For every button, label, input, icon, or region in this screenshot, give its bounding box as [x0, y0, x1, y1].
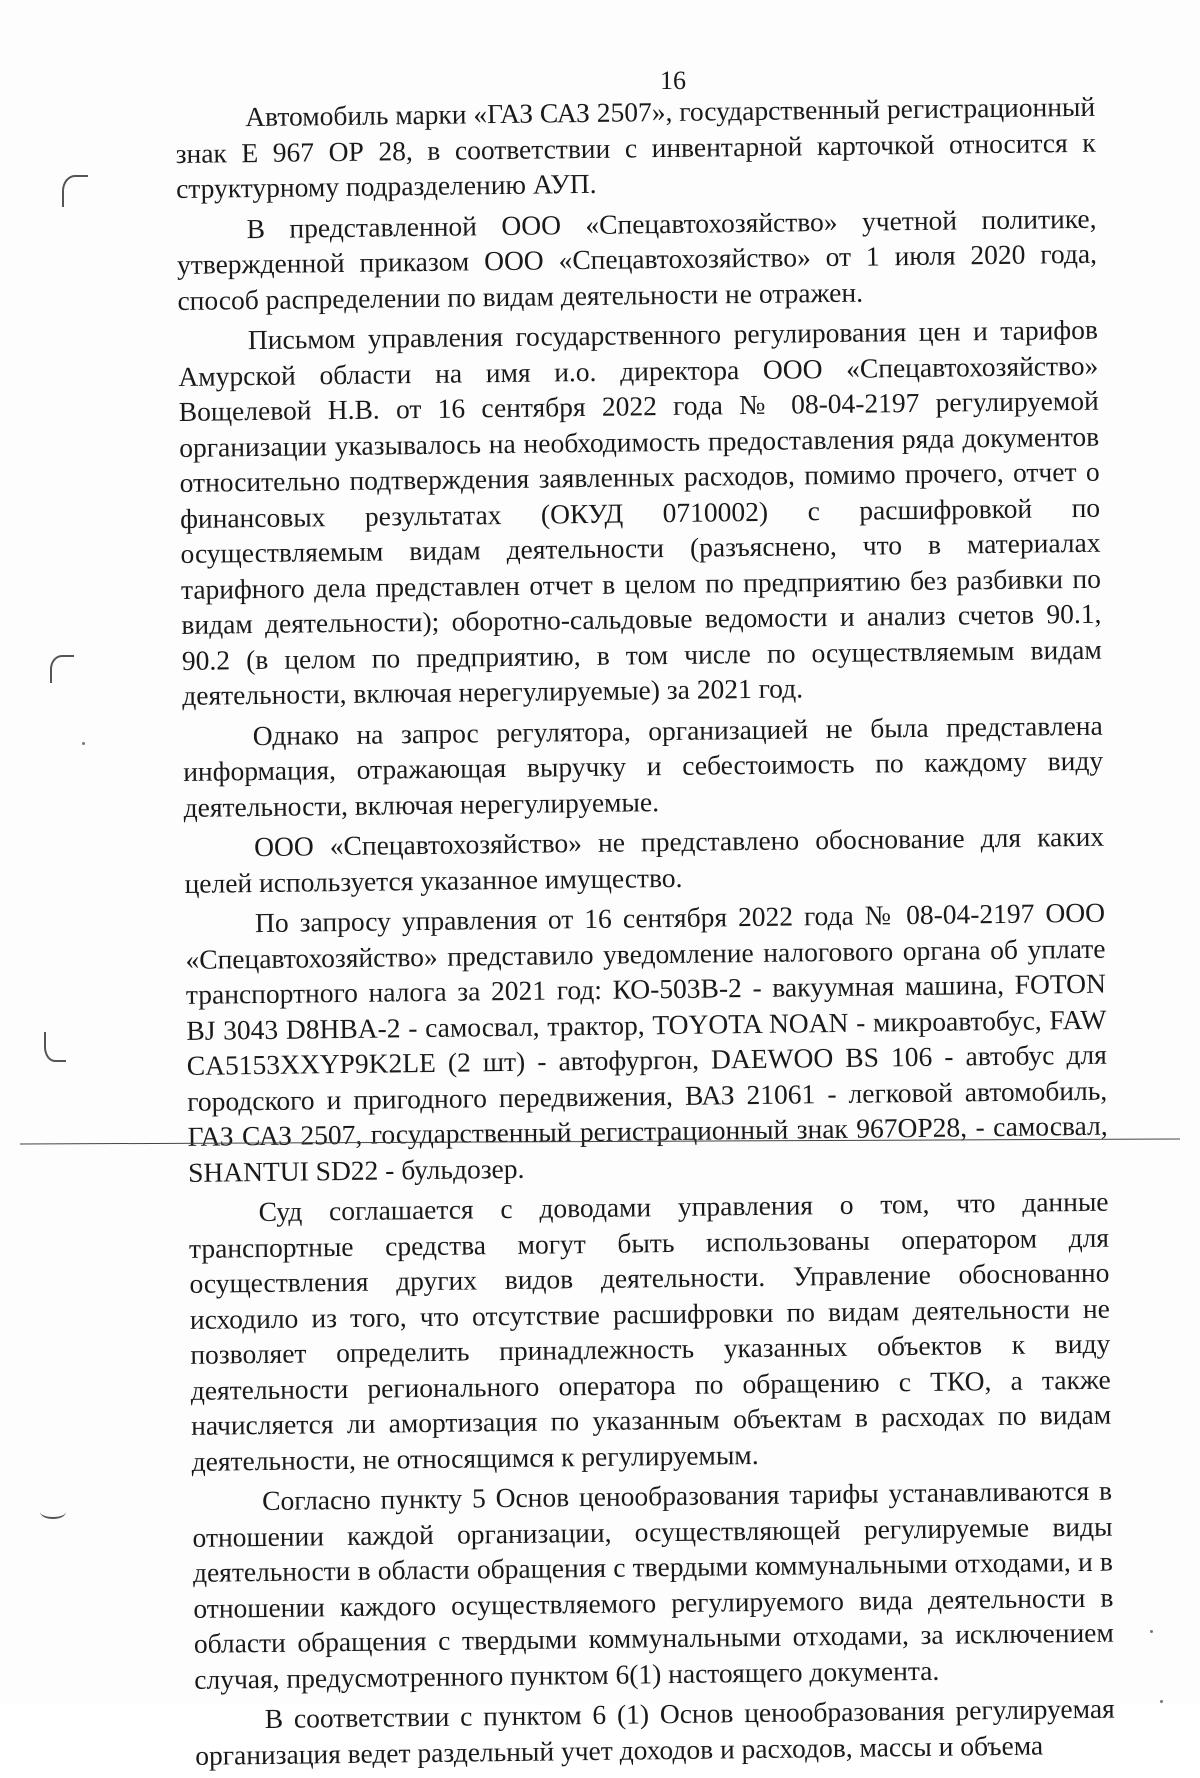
paragraph-court-agrees: Суд соглашается с доводами управления о том, что данные транспортные средства могут быть использованы оператором для осуществления других видов деятельности. Управление обоснованно исходило из того, что отсутствие расшифровки по видам деятельности не позволяет определить принадлежность указанных объектов к виду деятельности регионального оператора по обращению с ТКО, а также начисляется ли амортизация по указанным объектам в расходах по видам деятельности, не относящимся к регулируемым.: [188, 1185, 1112, 1477]
paragraph-pricing-basis-5: Согласно пункту 5 Основ ценообразования тарифы устанавливаются в отношении каждой организации, осуществляющей регулируемые виды деятельности в области обращения с твердыми коммунальными отходами, и в отношении каждого осуществляемого регулируемого вида деятельности в области обращения с твердыми коммунальными отходами, за исключением случая, предусмотренного пунктом 6(1) настоящего документа.: [192, 1474, 1114, 1695]
page-number: 16: [660, 66, 686, 95]
paragraph-transport-tax: По запросу управления от 16 сентября 2022 года № 08-04-2197 ООО «Спецавтохозяйство» представило уведомление налогового органа об уплате транспортного налога за 2021 год: КО-503В-2 - вакуумная машина, FOTON BJ 3043 D8HBA-2 - самосвал, трактор, TOYOTA NOAN - микроавтобус, FAW CA5153XXYP9K2LE (2 шт) - автофургон, DAEWOO BS 106 - автобус для городского и пригодного передвижения, ВАЗ 21061 - легковой автомобиль, ГАЗ САЗ 2507, государственный регистрационный знак 967ОР28, - самосвал, SHANTUI SD22 - бульдозер.: [185, 896, 1108, 1188]
document-body: [175, 89, 1115, 1778]
scan-speck: [82, 742, 85, 745]
binding-hole-mark: [50, 655, 74, 683]
paragraph-accounting-policy: В представленной ООО «Спецавтохозяйство» учетной политике, утвержденной приказом ООО «Спецавтохозяйство» от 1 июля 2020 года, способ распределении по видам деятельности не отражен.: [176, 202, 1098, 316]
paragraph-regulator-letter: Письмом управления государственного регулирования цен и тарифов Амурской области на имя и.о. директора ООО «Спецавтохозяйство» Вощелевой Н.В. от 16 сентября 2022 года № 08-04-2197 регулируемой организации указывалось на необходимость предоставления ряда документов относительно подтверждения заявленных расходов, помимо прочего, отчет о финансовых результатах (ОКУД 0710002) с расшифровкой по осуществляемым видам деятельности (разъяснено, что в материалах тарифного дела представлен отчет в целом по предприятию без разбивки по видам деятельности); оборотно-сальдовые ведомости и анализ счетов 90.1, 90.2 (в целом по предприятию, в том числе по осуществляемым видам деятельности, включая нерегулируемые) за 2021 год.: [178, 313, 1102, 711]
binding-hole-mark: [62, 175, 88, 207]
paragraph-vehicle-gaz: Автомобиль марки «ГАЗ САЗ 2507», государственный регистрационный знак Е 967 ОР 28, в соответствии с инвентарной карточкой относится к структурному подразделению АУП.: [175, 90, 1096, 204]
binding-hole-mark: [44, 1032, 66, 1062]
paragraph-no-information: Однако на запрос регулятора, организацией не была представлена информация, отражающая выручку и себестоимость по каждому виду деятельности, включая нерегулируемые.: [183, 709, 1104, 823]
paragraph-no-justification: ООО «Спецавтохозяйство» не представлено обоснование для каких целей используется указанное имущество.: [184, 820, 1105, 899]
binding-hole-mark: [40, 1505, 66, 1519]
scan-speck: [1150, 1630, 1153, 1633]
paragraph-pricing-basis-6-1: В соответствии с пунктом 6 (1) Основ ценообразования регулируемая организация ведет раздельный учет доходов и расходов, массы и объема: [195, 1692, 1115, 1771]
scan-speck: [1160, 1700, 1163, 1703]
